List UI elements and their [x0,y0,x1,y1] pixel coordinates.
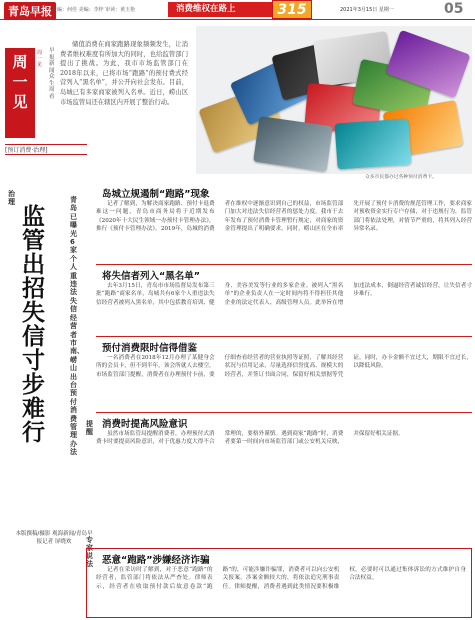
section-heading-fraud: 恶意“跑路”涉嫌经济诈骗 [102,555,210,566]
main-headline: 监管出招 失信寸步难行 [22,204,45,446]
editor-credits: 责编：何佳 美编：李梓 审读：黄玉艳 [52,7,136,13]
photo-caption: 众多市民都办过各种预付消费卡。 [365,175,437,180]
intro-paragraph: 储值消费在商家跑路现象频频发生，让消费者维权难度有所加大的同时，也给监管部门提出了挑战。为此，我市市场监管部门在2018年以来，已将市场“跑路”的预付费式经营列入“黑名单”，并公开向社会发布。目前，岛城已有多家商家被列入名单。近日，崂山区市场监管局还在辖区内开展了整治行动。 [60,41,188,106]
section-body-regulation: 记者了解到，为解决商家跑路、预付卡退费难这一问题，青岛市商务局将于近期发布《2020年十大民生领域一办预付卡管理办法》，推行《预付卡管理办法》。2019年，岛城的消费者在维权中逐渐意识到自己的权益，市场监管部门加大对违法失信经营者的惩处力度。我市于去年发布了预付消费卡管理暂行规定，对商家的资金管理提出了明确要求。同时，崂山区在全市率先开展了预付卡消费的规范管理工作，要求商家对预收资金实行专户存储，对于违规行为，监管部门将依法处理，对情节严重的，将其列入经营异常名录。 [96,201,472,233]
week-column-badge [5,48,35,138]
section-heading-regulation: 岛城立规遏制“跑路”现象 [102,189,210,200]
prepaid-cards-photo [196,26,472,174]
section-body-fraud: 记者在采访时了解到，对于恶意“跑路”的经营者，监管部门将依法从严查处。律师表示，经营者在收取预付款后故意卷款“跑路”的，可能涉嫌诈骗罪，消费者可以向公安机关报案。涉案金额较大的，将依法追究刑事责任。律师提醒，消费者遇到此类情况要积极维权，必要时可以通过集体诉讼的方式维护自身合法权益。 [96,567,466,590]
topic-tag: [预订消费·治理] [5,144,87,155]
section-divider [96,264,472,265]
week-column-subtext: 周一见 [37,50,43,68]
reporter-credit: 本版撰稿/摄影 观海新闻/青岛早报记者 屏晓欢 [15,531,93,545]
page-number: 05 [444,1,464,17]
kicker-label: 治理 [8,190,15,206]
side-label-reminder: 提醒 [86,420,93,436]
week-char-3: 见 [12,93,28,111]
section-heading-blacklist: 将失信者列入“黑名单” [102,271,200,282]
card-image [253,116,333,172]
badge-315: 315 [272,0,312,19]
section-heading-risk: 消费时提高风险意识 [102,419,188,430]
section-body-risk: 虽然市场监管局提醒消费者，办理预付式消费卡时要提高风险意识，对于优惠力度大得不合常理的，要格外谨慎。遇到商家“跑路”时，消费者要第一时间向市场监管部门或公安机关反映，并保留好相关证据。 [96,431,404,446]
section-heading-time-limit: 预付消费限时信得借鉴 [102,343,198,354]
section-divider [96,412,472,413]
week-char-2: 一 [12,73,28,91]
headline-subtitle: 青岛已曝光6家个人重违法失信经营者 市南、崂山出台预付消费管理办法 [70,196,84,457]
card-image [334,118,411,169]
week-char-1: 周 [12,53,28,71]
section-divider [96,336,472,337]
newspaper-logo: 青岛早报 [4,2,56,20]
section-band-title: 消费维权在路上 [168,2,278,17]
side-label-expert: 专家说法 [86,536,93,568]
section-body-blacklist: 去年3月15日，青岛市市场监督局发布第三批“跑路”商家名单，岛城共有6家个人重违法失信经营者被列入黑名单，其中包括教育培训、健身、美容美发等行业的多家企业。被列入“黑名单”的企业负责人在一定时间内将不得担任其他企业的法定代表人、高级管理人员。此举旨在增加违法成本，倒逼经营者诚信经营，让失信者寸步难行。 [96,283,472,306]
masthead [0,0,475,20]
section-body-time-limit: 一名消费者在2018年12月办理了某健身会所的会员卡，但不到半年，该会所就人去楼空。市场监管部门提醒，消费者在办理预付卡前，要仔细查看经营者的营业执照等证照，了解其经营状况与信用记录，尽量选择信誉度高、规模大的经营者，并签订书面合同，保留好相关票据等凭证。同时，办卡金额不宜过大，期限不宜过长，以降低风险。 [96,355,472,378]
issue-date: 2021年3月15日 星期一 [340,7,394,13]
column-subtitle: 早报新闻众生周看 [49,48,55,100]
